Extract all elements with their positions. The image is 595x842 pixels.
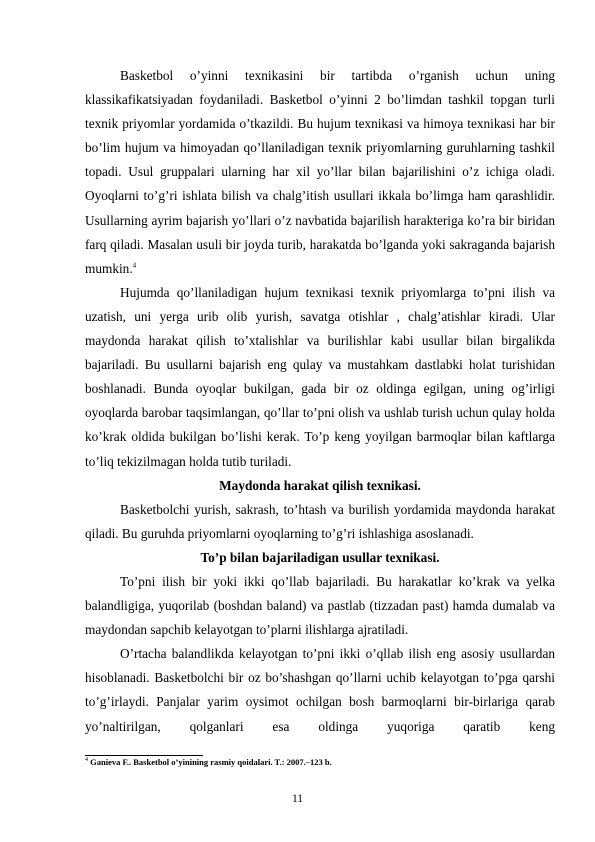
paragraph-5: O’rtacha balandlikda kelayotgan to’pni ikki o’qllab ilish eng asosiy usullardan hisoblanadi. Basketbolchi bir oz bo’shashgan qo’llarni uchib kelayotgan to’pga qarshi to’g’irlaydi. Panjalar yarim oysimot ochilgan bosh barmoqlarni bir-birlariga qarab yo’naltirilgan, qolganlari esa oldinga yuqoriga qaratib keng <box>85 646 555 734</box>
paragraph-2: Hujumda qo’llaniladigan hujum texnikasi texnik priyomlarga to’pni ilish va uzatish, uni yerga urib olib yurish, savatga otishlar , chalg’atishlar kiradi. Ular maydonda harakat qilish to’xtalishlar va burilishlar kabi usullar bilan birgalikda bajariladi. Bu usullarni bajarish eng qulay va mustahkam dastlabki holat turishidan boshlanadi. Bunda oyoqlar bukilgan, gada bir oz oldinga egilgan, uning og’irligi oyoqlarda barobar taqsimlangan, qo’llar to’pni olish va ushlab turish uchun qulay holda ko’krak oldida bukilgan bo’lishi kerak. To’p keng yoyilgan barmoqlar bilan kaftlarga to’liq tekizilmagan holda tutib turiladi. <box>85 284 555 469</box>
section-heading-movement: Maydonda harakat qilish texnikasi. <box>219 477 421 493</box>
section-heading-ball-techniques: To’p bilan bajariladigan usullar texnikasi. <box>200 549 440 565</box>
footnote-divider <box>85 755 203 756</box>
page-number: 11 <box>291 793 304 805</box>
paragraph-1-text: Basketbol o’yinni texnikasini bir tartibda o’rganish uchun uning klassikafikatsiyadan foydaniladi. Basketbol o’yinni 2 bo’limdan tashkil topgan turli texnik priyomlar yordamida o’tkazildi. Bu hujum texnikasi va himoya texnikasi har bir bo’lim hujum va himoyadan qo’llaniladigan texnik priyomlarning guruhlarning tashkil topadi. Usul gruppalari ularning har xil yo’llar bilan bajarilishini o’z ichiga oladi. Oyoqlarni to’g’ri ishlata bilish va chalg’itish usullari ikkala bo’limga ham qarashlidir. Usullarning ayrim bajarish yo’llari o’z navbatida bajarilish harakteriga ko’ra bir biridan farq qiladi. Masalan usuli bir joyda turib, harakatda bo’lganda yoki sakraganda bajarish mumkin. <box>85 68 555 276</box>
footnote <box>85 757 555 768</box>
paragraph-1 <box>85 64 555 281</box>
paragraph-4: To’pni ilish bir yoki ikki qo’llab bajariladi. Bu harakatlar ko’krak va yelka balandligiga, yuqorilab (boshdan baland) va pastlab (tizzadan past) hamda dumalab va maydondan sapchib kelayotgan to’plarni ilishlarga ajratiladi. <box>85 573 555 638</box>
footnote-marker: 4 <box>85 757 88 764</box>
footnote-text: Ganieva F.. Basketbol o’yinining rasmiy qoidalari. T.: 2007.–123 b. <box>88 757 332 767</box>
document-body <box>85 64 555 739</box>
paragraph-3: Basketbolchi yurish, sakrash, to’htash va burilish yordamida maydonda harakat qiladi. Bu guruhda priyomlarni oyoqlarning to’g’ri ishlashiga asoslanadi. <box>85 501 555 541</box>
footnote-reference: 4 <box>132 261 137 270</box>
